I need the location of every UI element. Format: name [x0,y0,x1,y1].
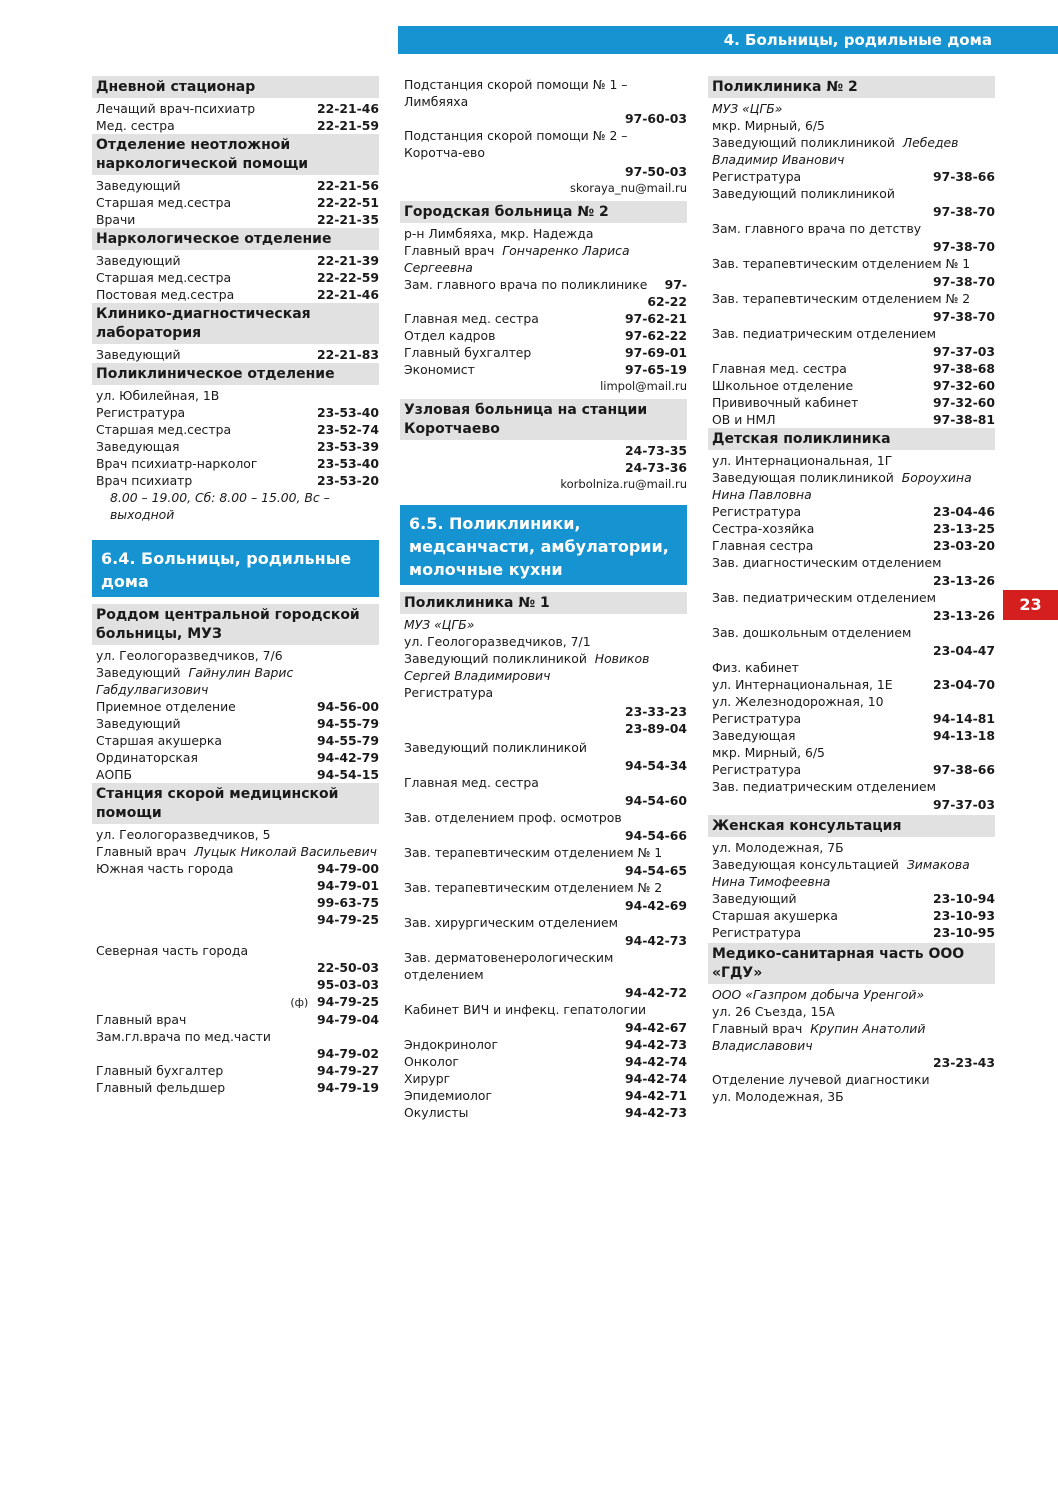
working-hours: 8.00 – 19.00, Сб: 8.00 – 15.00, Вс – выходной [110,490,330,522]
phone-number: 22-21-56 [316,178,379,193]
contact-row [400,310,687,327]
phone-number: 94-55-79 [316,733,379,748]
contact-label: Главная мед. сестра [712,361,847,376]
address: ул. Интернациональная, 1Г [712,453,893,468]
contact-label: Зам.гл.врача по мед.части [96,1029,271,1044]
contact-label: Регистратура [96,405,186,420]
contact-label: Заведующий [96,716,181,731]
phone-number: 97-62-22 [624,328,687,343]
organization: ООО «Газпром добыча Уренгой» [712,987,925,1002]
phone-number: 23-53-40 [316,456,379,471]
heading-city-hospital-2: Городская больница № 2 [400,201,687,223]
phone-number: 22-50-03 [316,960,379,975]
contact-label: Зав. хирургическим отделением [404,915,618,930]
contact-row: Зам. главного врача по поликлинике 97- [404,277,687,292]
contact-row [708,520,995,537]
phone-number: 23-53-40 [316,405,379,420]
contact-row: Регистратура 97-38-66 [712,762,995,777]
address: ул. 26 Съезда, 15А [712,1004,835,1019]
phone-number: 23-13-26 [932,608,995,623]
contact-label: Врач психиатр [96,473,193,488]
address: мкр. Мирный, 6/5 [712,118,825,133]
phone-number: 97-38-68 [932,361,995,376]
contact-label: Экономист [404,362,475,377]
phone-number: 97-50-03 [624,164,687,179]
list-polyclinic-2-inline [708,360,995,428]
contact-label: Регистратура [712,711,802,726]
contact-row [92,1079,379,1096]
heading-ambulance-station: Станция скорой медицинской помощи [92,783,379,824]
contact-row [92,211,379,228]
phone-number: 23-89-04 [624,721,687,736]
contact-label: Кабинет ВИЧ и инфекц. гепатологии [404,1002,647,1017]
contact-label: Главная мед. сестра [404,775,539,790]
list-polyclinic-2-stacked [708,185,995,360]
contact-label: Отдел кадров [404,328,496,343]
contact-row: ул. Интернациональная, 1Е 23-04-70 [712,677,995,692]
contact-label: Главная мед. сестра [404,311,539,326]
fax-number: (ф) 94-79-25 [290,994,379,1009]
phone-number: 23-13-26 [932,573,995,588]
column-1 [92,76,379,1096]
phone-number: 22-21-35 [316,212,379,227]
contact-row [400,1036,687,1053]
list-urgent-narco [92,177,379,228]
contact-label: Врач психиатр-нарколог [96,456,258,471]
contact-label: Регистратура [404,685,494,700]
phone-number: 94-42-74 [624,1071,687,1086]
contact-row [92,100,379,117]
phone-number: 94-54-60 [624,793,687,808]
contact-label: Заведующий поликлиникой [712,186,895,201]
phone-number: 97-69-01 [624,345,687,360]
phone-number: 23-53-39 [316,439,379,454]
phone-number: 23-23-43 [932,1055,995,1070]
contact-label: Заведующий [96,347,181,362]
contact-label: Прививочный кабинет [712,395,859,410]
address: ул. Молодежная, 3Б [712,1089,844,1104]
phone-number: 22-21-59 [316,118,379,133]
contact-label: Лечащий врач-психиатр [96,101,256,116]
contact-row [92,715,379,732]
contact-row [92,286,379,303]
column-2 [400,76,687,1121]
contact-row [708,394,995,411]
phone-number: 22-21-46 [316,287,379,302]
contact-row [708,360,995,377]
address: ул. Геологоразведчиков, 5 [96,827,271,842]
phone-number: 62-22 [647,294,687,309]
phone-number: 97-32-60 [932,395,995,410]
address: ул. Юбилейная, 1В [96,388,220,403]
contact-row [92,732,379,749]
contact-label: Старшая мед.сестра [96,195,232,210]
phone-number: 97-38-70 [932,274,995,289]
chief-doctor: Главный врач Луцык Николай Васильевич [96,844,377,859]
contact-row [92,438,379,455]
column-3 [708,76,995,1105]
contact-row [708,377,995,394]
phone-number: 94-42-67 [624,1020,687,1035]
contact-row [92,177,379,194]
phone-number: 97-60-03 [624,111,687,126]
phone-number: 22-21-83 [316,347,379,362]
list-womens-clinic [708,890,995,941]
contact-label: Эпидемиолог [404,1088,492,1103]
heading-polyclinic-1: Поликлиника № 1 [400,592,687,614]
contact-label: Мед. сестра [96,118,175,133]
contact-row [92,472,379,489]
phone-number: 94-79-02 [316,1046,379,1061]
contact-label: Главная сестра [712,538,814,553]
contact-row [708,411,995,428]
phone-number: 94-13-18 [932,728,995,743]
contact-label: Зав. терапевтическим отделением № 1 [404,845,663,860]
list-maternity [92,698,379,783]
phone-number: 97-37-03 [932,797,995,812]
contact-row [400,327,687,344]
contact-label: Зав. педиатрическим отделением [712,326,937,341]
contact-label: Зав. диагностическим отделением [712,555,942,570]
contact-row [92,698,379,715]
contact-label: Заведующий поликлиникой [404,740,587,755]
list-lab [92,346,379,363]
contact-row [92,252,379,269]
page-number-tab: 23 [1003,590,1058,620]
list-day-hospital [92,100,379,134]
contact-label: Зав. педиатрическим отделением [712,779,937,794]
contact-label: Старшая мед.сестра [96,422,232,437]
section-header-bar [398,26,1058,54]
heading-day-hospital: Дневной стационар [92,76,379,98]
contact-label: Зав. педиатрическим отделением [712,590,937,605]
phone-number: 94-54-65 [624,863,687,878]
contact-label: Заведующая [712,728,796,743]
head-of-polyclinic: Заведующая поликлиникой Бороухина Нина Павловна [712,470,972,502]
head-of-polyclinic: Заведующий поликлиникой Новиков Сергей Владимирович [404,651,650,683]
phone-number: 99-63-75 [316,895,379,910]
contact-label: Заведующий [96,178,181,193]
phone-number: 23-03-20 [932,538,995,553]
contact-label: Северная часть города [96,943,249,958]
heading-kids-polyclinic: Детская поликлиника [708,428,995,450]
phone-number: 22-21-39 [316,253,379,268]
contact-label: Регистратура [712,925,802,940]
phone-number: 94-54-15 [316,767,379,782]
contact-row [92,421,379,438]
address: ул. Железнодорожная, 10 [712,694,884,709]
contact-label: Онколог [404,1054,459,1069]
contact-label: Отделение лучевой диагностики [712,1072,930,1087]
contact-label: Зав. терапевтическим отделением № 1 [712,256,971,271]
contact-label: Старшая акушерка [712,908,838,923]
contact-label: Зав. дошкольным отделением [712,625,912,640]
phone-number: 24-73-36 [624,460,687,475]
contact-row [400,361,687,378]
section-heading-6-4: 6.4. Больницы, родильные дома [92,540,379,597]
contact-row: Южная часть города 94-79-00 [96,861,379,876]
heading-polyclinic-2: Поликлиника № 2 [708,76,995,98]
phone-number: 97-38-70 [932,239,995,254]
chief-doctor: Главный врач Крупин Анатолий Владиславович [712,1021,926,1053]
contact-label: Врачи [96,212,136,227]
list-polyclinic-dept [92,404,379,489]
list-narco-dept [92,252,379,303]
address: ул. Молодежная, 7Б [712,840,844,855]
contact-label: Физ. кабинет [712,660,799,675]
list-polyclinic-1-specialists [400,1036,687,1121]
head-of-clinic: Заведующая консультацией Зимакова Нина Тимофеевна [712,857,970,889]
contact-row [92,766,379,783]
contact-label: Зав. отделением проф. осмотров [404,810,622,825]
phone-number: 94-79-25 [316,912,379,927]
head-of-dept: Заведующий Гайнулин Варис Габдулвагизович [96,665,294,697]
list-railway-branch [708,710,995,744]
email: skoraya_nu@mail.ru [569,181,687,195]
phone-number: 23-53-20 [316,473,379,488]
contact-row [92,117,379,134]
phone-number: 97-38-70 [932,204,995,219]
phone-number: 23-33-23 [624,704,687,719]
heading-lab: Клинико-диагностическая лаборатория [92,303,379,344]
contact-row: Регистратура 97-38-66 [712,169,995,184]
phone-number: 23-13-25 [932,521,995,536]
address: мкр. Мирный, 6/5 [712,745,825,760]
contact-label: Старшая акушерка [96,733,222,748]
contact-row [92,346,379,363]
phone-number: 97-38-70 [932,309,995,324]
phone-number: 22-22-51 [316,195,379,210]
contact-label: Зав. терапевтическим отделением № 2 [404,880,663,895]
contact-row [92,194,379,211]
phone-number: 94-42-71 [624,1088,687,1103]
contact-row: Главный врач 94-79-04 [96,1012,379,1027]
list-kids-stacked [708,554,995,659]
phone-number: 94-42-72 [624,985,687,1000]
contact-row [92,1062,379,1079]
contact-label: Регистратура [712,504,802,519]
section-heading-6-5: 6.5. Поликлиники, медсанчасти, амбулатории, молочные кухни [400,505,687,585]
address: р-н Лимбяяха, мкр. Надежда [404,226,594,241]
contact-label: Школьное отделение [712,378,854,393]
phone-number: 94-54-34 [624,758,687,773]
chief-doctor: Главный врач Гончаренко Лариса Сергеевна [404,243,630,275]
phone-number: 97-38-81 [932,412,995,427]
list-kids-inline [708,503,995,554]
contact-label: АОПБ [96,767,133,782]
address: ул. Геологоразведчиков, 7/1 [404,634,591,649]
heading-korotchaevo-hospital: Узловая больница на станции Коротчаево [400,399,687,440]
contact-label: Старшая мед.сестра [96,270,232,285]
heading-narco-dept: Наркологическое отделение [92,228,379,250]
contact-label: Постовая мед.сестра [96,287,235,302]
email: korbolniza.ru@mail.ru [560,477,687,491]
contact-row [400,1053,687,1070]
phone-number: 94-56-00 [316,699,379,714]
contact-row [708,727,995,744]
head-of-polyclinic: Заведующий поликлиникой Лебедев Владимир Иванович [712,135,959,167]
phone-number: 94-55-79 [316,716,379,731]
phone-number: 23-04-46 [932,504,995,519]
contact-label: Главный фельдшер [96,1080,226,1095]
organization: МУЗ «ЦГБ» [712,101,783,116]
contact-row [92,269,379,286]
phone-number: 94-42-69 [624,898,687,913]
contact-row [400,1070,687,1087]
contact-label: Заведующая [96,439,180,454]
phone-number: 94-79-19 [316,1080,379,1095]
phone-number: 95-03-03 [316,977,379,992]
phone-number: 94-14-81 [932,711,995,726]
contact-label: Зав. дерматовенерологическим отделением [404,950,614,982]
contact-row [708,503,995,520]
contact-label: Хирург [404,1071,451,1086]
contact-label: Сестра-хозяйка [712,521,815,536]
contact-row [708,537,995,554]
contact-row [708,890,995,907]
heading-urgent-narco: Отделение неотложной наркологической помощи [92,134,379,175]
contact-label: Заведующий [712,891,797,906]
contact-label: Эндокринолог [404,1037,498,1052]
phone-number: 94-79-01 [316,878,379,893]
contact-label: Главный бухгалтер [96,1063,224,1078]
contact-row [708,907,995,924]
heading-polyclinic-dept: Поликлиническое отделение [92,363,379,385]
phone-number: 94-54-66 [624,828,687,843]
phone-number: 94-42-73 [624,933,687,948]
contact-label: Главный бухгалтер [404,345,532,360]
phone-number: 22-22-59 [316,270,379,285]
contact-row [92,455,379,472]
phone-number: 23-10-95 [932,925,995,940]
email: limpol@mail.ru [600,379,687,393]
list-polyclinic-1-stacked [400,739,687,1036]
phone-number: 97-37-03 [932,344,995,359]
phone-number: 94-42-74 [624,1054,687,1069]
contact-label: Зам. главного врача по детству [712,221,922,236]
phone-number: 24-73-35 [624,443,687,458]
heading-womens-clinic: Женская консультация [708,815,995,837]
organization: МУЗ «ЦГБ» [404,617,475,632]
phone-number: 97-65-19 [624,362,687,377]
contact-label: Заведующий [96,253,181,268]
heading-medical-unit-gdu: Медико-санитарная часть ООО «ГДУ» [708,943,995,984]
address: ул. Геологоразведчиков, 7/6 [96,648,283,663]
phone-number: 97-62-21 [624,311,687,326]
list-ambulance-tail [92,1062,379,1096]
contact-row [708,924,995,941]
contact-label: Окулисты [404,1105,469,1120]
phone-number: 23-10-93 [932,908,995,923]
phone-number: 94-42-73 [624,1105,687,1120]
list-city-hospital-2 [400,310,687,378]
contact-row [400,1104,687,1121]
phone-number: 23-04-47 [932,643,995,658]
section-header-title: 4. Больницы, родильные дома [723,31,992,49]
contact-row [400,344,687,361]
contact-label: Приемное отделение [96,699,236,714]
phone-number: 23-10-94 [932,891,995,906]
phone-number: 22-21-46 [316,101,379,116]
phone-number: 97-32-60 [932,378,995,393]
contact-label: Ординаторская [96,750,198,765]
contact-row [92,404,379,421]
phone-number: 94-79-27 [316,1063,379,1078]
phone-number: 23-52-74 [316,422,379,437]
contact-row [92,749,379,766]
contact-row [708,710,995,727]
phone-number: 94-42-73 [624,1037,687,1052]
contact-label: Зав. терапевтическим отделением № 2 [712,291,971,306]
phone-number: 94-42-79 [316,750,379,765]
heading-maternity: Роддом центральной городской больницы, МУЗ [92,604,379,645]
contact-row [400,1087,687,1104]
contact-label: ОВ и НМЛ [712,412,776,427]
contact-label: Подстанция скорой помощи № 2 – Коротча-ево [404,128,628,160]
contact-label: Подстанция скорой помощи № 1 – Лимбяяха [404,77,628,109]
